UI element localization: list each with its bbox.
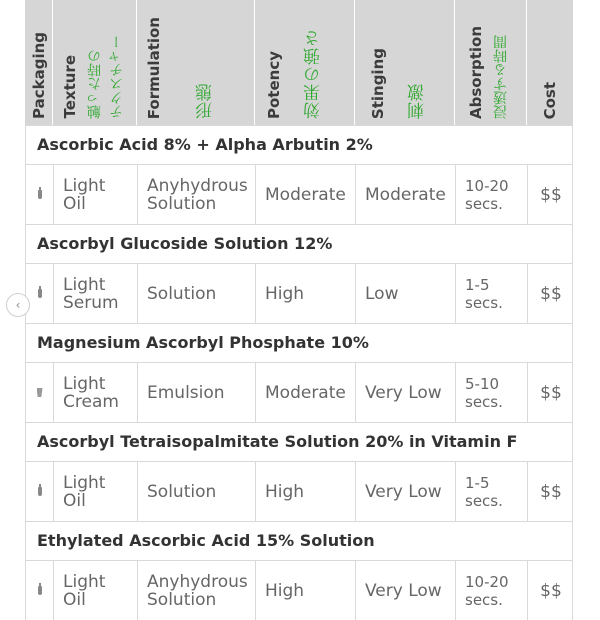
cost-cell	[528, 264, 574, 323]
pack-cell	[26, 462, 54, 521]
texture-line: Oil	[63, 490, 86, 511]
dropper-bottle-icon	[38, 487, 42, 496]
absorption-line: secs.	[465, 392, 503, 411]
cost-cell	[528, 363, 574, 422]
potency-value: High	[265, 481, 305, 502]
texture-line: Oil	[63, 193, 86, 214]
stinging-cell	[356, 264, 456, 323]
group-title: Ascorbic Acid 8% + Alpha Arbutin 2%	[25, 125, 573, 164]
stinging-value: Very Low	[365, 481, 442, 502]
cost-value: $$	[540, 481, 562, 502]
header-cost-label: Cost	[541, 81, 559, 119]
header-absorption-jp: 浸透する時間	[493, 35, 509, 119]
pack-cell	[26, 561, 54, 620]
texture-cell	[54, 363, 138, 422]
cost-value: $$	[540, 382, 562, 403]
absorption-line: 1-5	[465, 473, 490, 492]
absorption-line: 1-5	[465, 275, 490, 294]
potency-cell	[256, 363, 356, 422]
absorption-cell	[456, 561, 528, 620]
dropper-bottle-icon	[38, 190, 42, 199]
cost-value: $$	[540, 283, 562, 304]
cost-value: $$	[540, 184, 562, 205]
table-row	[25, 560, 573, 620]
header-texture-label: Texture	[61, 55, 79, 119]
header-formulation-label: Formulation	[145, 16, 163, 119]
pack-cell	[26, 363, 54, 422]
potency-cell	[256, 561, 356, 620]
potency-cell	[256, 165, 356, 224]
stinging-cell	[356, 561, 456, 620]
stinging-value: Moderate	[365, 184, 446, 205]
header-potency	[255, 0, 355, 125]
texture-cell	[54, 264, 138, 323]
cost-cell	[528, 462, 574, 521]
potency-cell	[256, 462, 356, 521]
group-title: Ethylated Ascorbic Acid 15% Solution	[25, 521, 573, 560]
table-header	[25, 0, 573, 125]
table-row	[25, 362, 573, 422]
tube-jar-icon	[37, 388, 43, 397]
pack-cell	[26, 165, 54, 224]
absorption-line: 10-20	[465, 176, 509, 195]
texture-line: Cream	[63, 391, 119, 412]
absorption-cell	[456, 264, 528, 323]
formulation-line: Solution	[147, 283, 217, 304]
formulation-line: Solution	[147, 481, 217, 502]
header-absorption-label: Absorption	[467, 25, 485, 119]
header-potency-jp: 効果の強さ	[304, 29, 324, 119]
table-body	[25, 125, 573, 620]
formulation-cell	[138, 561, 256, 620]
header-texture-jp2: テクスチャー	[109, 35, 125, 119]
absorption-line: secs.	[465, 194, 503, 213]
formulation-cell	[138, 165, 256, 224]
group-title: Magnesium Ascorbyl Phosphate 10%	[25, 323, 573, 362]
stinging-value: Very Low	[365, 580, 442, 601]
potency-cell	[256, 264, 356, 323]
header-formulation-jp: 形態	[196, 83, 216, 119]
header-stinging-label: Stinging	[369, 47, 387, 119]
group-title: Ascorbyl Glucoside Solution 12%	[25, 224, 573, 263]
header-cost	[527, 0, 573, 125]
prev-slide-button[interactable]	[6, 293, 30, 317]
texture-cell	[54, 462, 138, 521]
stinging-cell	[356, 363, 456, 422]
formulation-line: Solution	[147, 193, 217, 214]
dropper-bottle-icon	[38, 289, 42, 298]
texture-line: Serum	[63, 292, 119, 313]
header-texture-jp: 触った時の	[87, 49, 103, 119]
stinging-value: Low	[365, 283, 399, 304]
header-formulation	[137, 0, 255, 125]
texture-line: Light	[63, 472, 106, 493]
header-stinging	[355, 0, 455, 125]
group-title: Ascorbyl Tetraisopalmitate Solution 20% in Vitamin F	[25, 422, 573, 461]
cost-cell	[528, 561, 574, 620]
header-packaging	[25, 0, 53, 125]
table-row	[25, 263, 573, 323]
potency-value: Moderate	[265, 382, 346, 403]
formulation-cell	[138, 264, 256, 323]
absorption-line: secs.	[465, 293, 503, 312]
formulation-line: Emulsion	[147, 382, 225, 403]
potency-value: Moderate	[265, 184, 346, 205]
potency-value: High	[265, 580, 305, 601]
header-texture	[53, 0, 137, 125]
header-absorption	[455, 0, 527, 125]
potency-value: High	[265, 283, 305, 304]
dropper-bottle-icon	[38, 586, 42, 595]
chevron-left-icon: ‹	[15, 298, 21, 312]
formulation-cell	[138, 363, 256, 422]
formulation-line: Anyhydrous	[147, 175, 248, 196]
absorption-cell	[456, 363, 528, 422]
stinging-cell	[356, 165, 456, 224]
texture-line: Light	[63, 274, 106, 295]
texture-line: Oil	[63, 589, 86, 610]
cost-value: $$	[540, 580, 562, 601]
texture-cell	[54, 561, 138, 620]
formulation-line: Solution	[147, 589, 217, 610]
formulation-line: Anyhydrous	[147, 571, 248, 592]
texture-line: Light	[63, 175, 106, 196]
absorption-line: 5-10	[465, 374, 500, 393]
header-stinging-jp: 刺激	[408, 83, 428, 119]
stinging-value: Very Low	[365, 382, 442, 403]
texture-line: Light	[63, 571, 106, 592]
texture-cell	[54, 165, 138, 224]
absorption-line: secs.	[465, 491, 503, 510]
comparison-table	[25, 0, 573, 620]
cost-cell	[528, 165, 574, 224]
pack-cell	[26, 264, 54, 323]
absorption-cell	[456, 462, 528, 521]
absorption-line: 10-20	[465, 572, 509, 591]
header-packaging-label: Packaging	[30, 32, 48, 119]
stinging-cell	[356, 462, 456, 521]
header-potency-label: Potency	[265, 51, 283, 119]
absorption-line: secs.	[465, 590, 503, 609]
texture-line: Light	[63, 373, 106, 394]
formulation-cell	[138, 462, 256, 521]
absorption-cell	[456, 165, 528, 224]
table-row	[25, 461, 573, 521]
table-row	[25, 164, 573, 224]
